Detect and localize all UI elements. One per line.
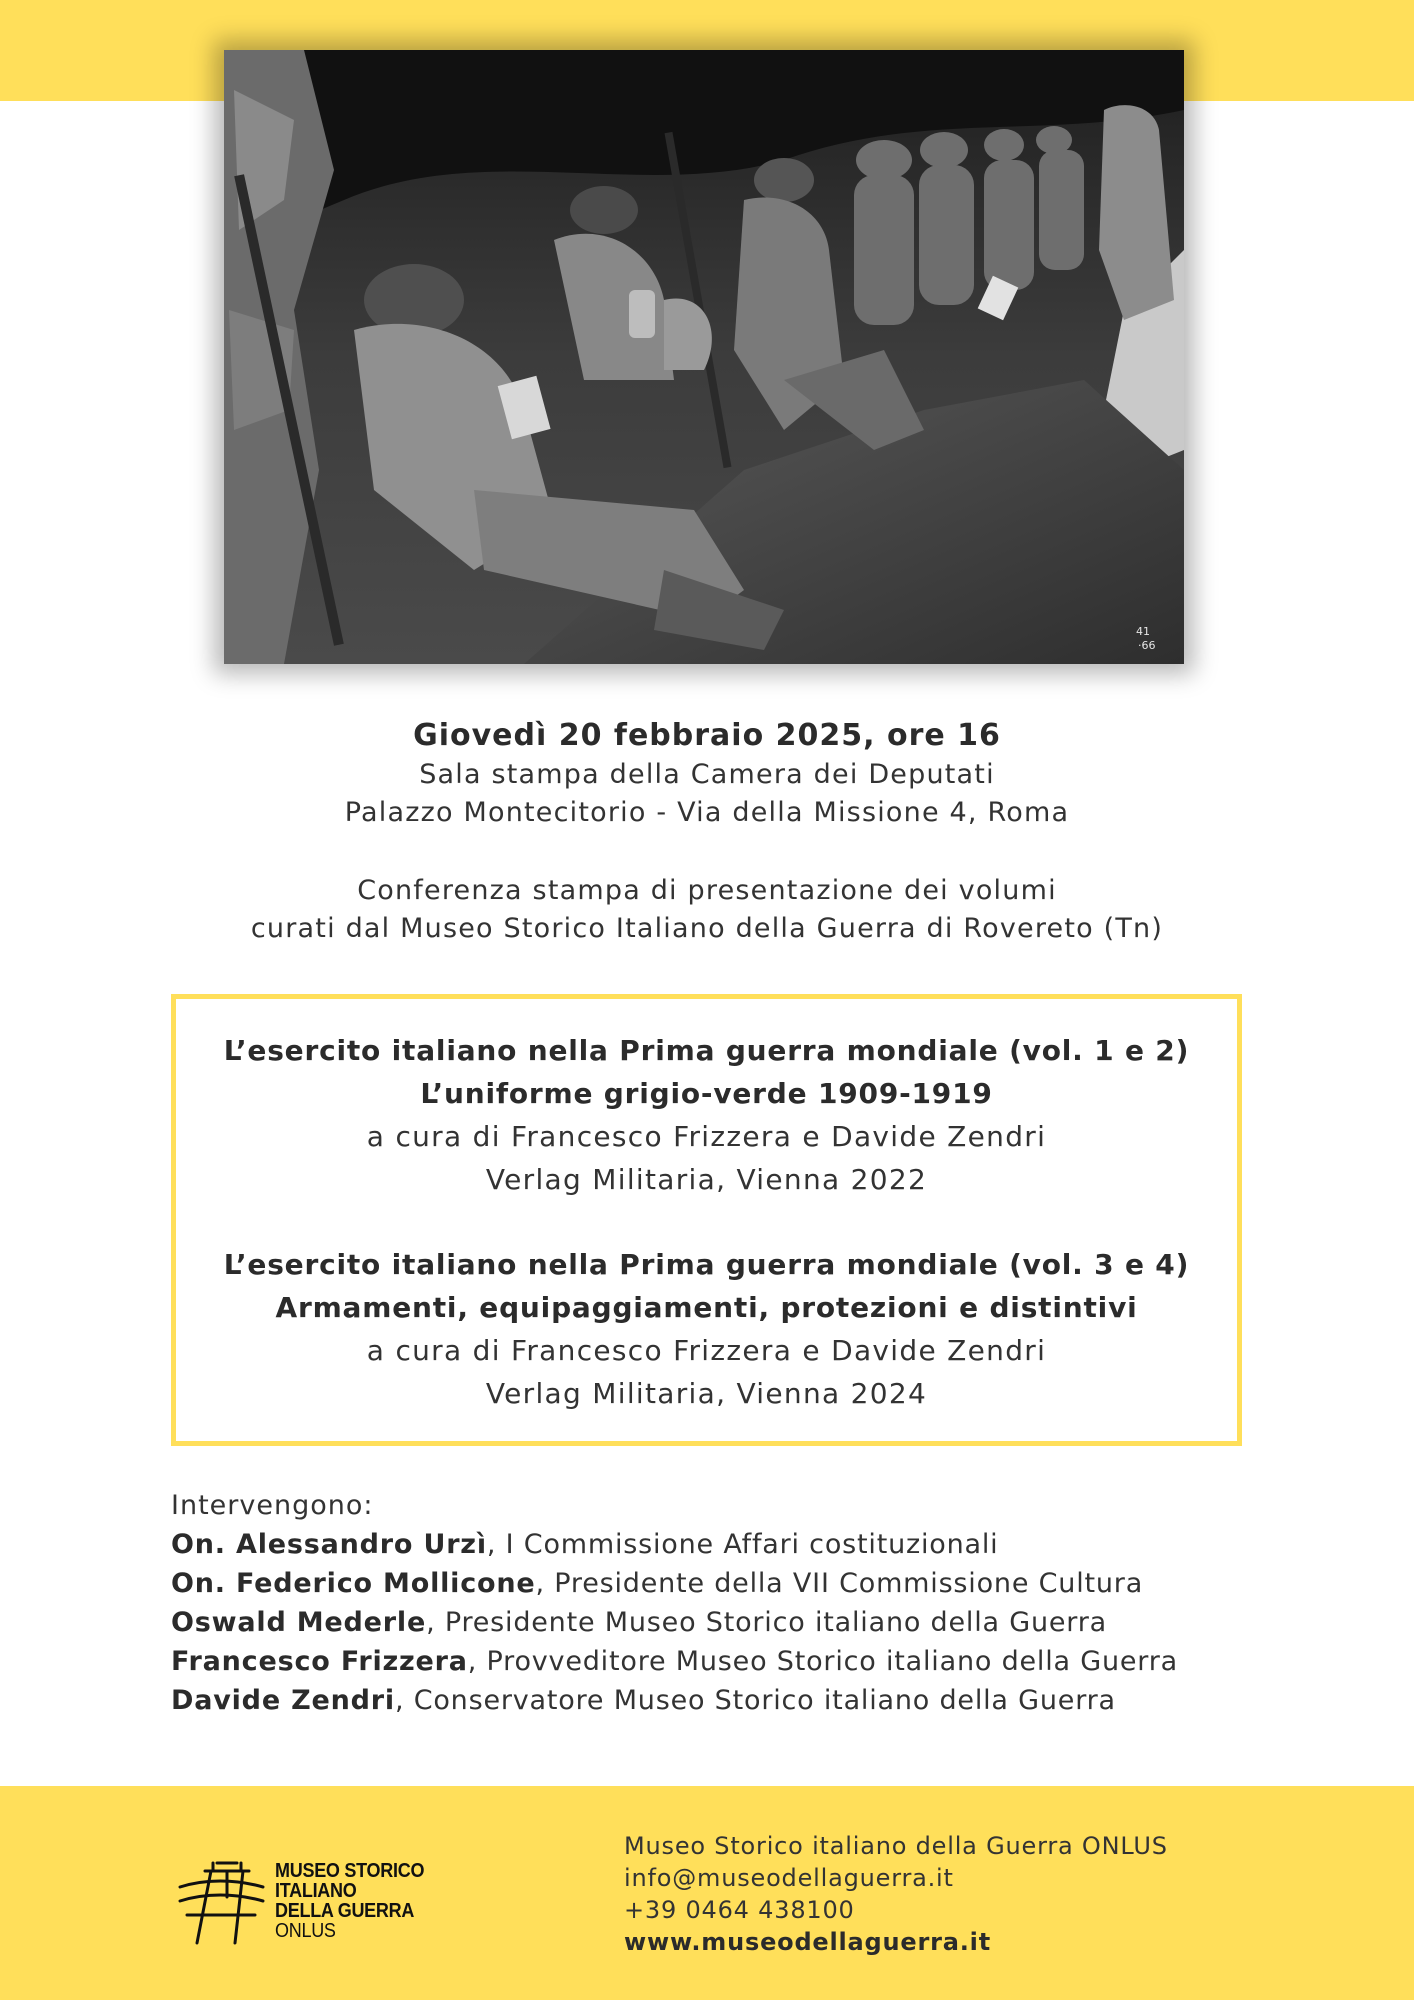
book-title: L’esercito italiano nella Prima guerra mondiale (vol. 1 e 2): [223, 1034, 1190, 1067]
svg-text:·66: ·66: [1138, 639, 1156, 652]
speaker-name: Francesco Frizzera: [171, 1646, 468, 1677]
conference-line-1: Conferenza stampa di presentazione dei volumi: [357, 875, 1057, 906]
book-publisher: Verlag Militaria, Vienna 2024: [485, 1377, 928, 1410]
tower-icon: [175, 1857, 270, 1945]
book-subtitle: Armamenti, equipaggiamenti, protezioni e distintivi: [275, 1291, 1138, 1324]
book-publisher: Verlag Militaria, Vienna 2022: [485, 1163, 928, 1196]
speakers-label: Intervengono:: [171, 1490, 374, 1521]
speaker-role: , Presidente Museo Storico italiano della Guerra: [426, 1607, 1107, 1638]
book-item: [176, 1029, 1237, 1201]
historical-photo: [224, 50, 1184, 664]
speaker-row: [171, 1564, 1271, 1603]
conference-line-2: curati dal Museo Storico Italiano della Guerra di Rovereto (Tn): [250, 913, 1164, 944]
speaker-name: Oswald Mederle: [171, 1607, 427, 1638]
speaker-row: [171, 1642, 1271, 1681]
book-item: [176, 1243, 1237, 1415]
speaker-role: , Provveditore Museo Storico italiano della Guerra: [467, 1646, 1178, 1677]
book-editors: a cura di Francesco Frizzera e Davide Zendri: [366, 1334, 1047, 1367]
speaker-role: , I Commissione Affari costituzionali: [486, 1529, 999, 1560]
speaker-name: On. Federico Mollicone: [171, 1568, 536, 1599]
event-venue: Sala stampa della Camera dei Deputati: [419, 759, 995, 790]
contact-website[interactable]: www.museodellaguerra.it: [624, 1928, 991, 1956]
speakers-list: [171, 1486, 1271, 1720]
logo-wordmark: MUSEO STORICO ITALIANO DELLA GUERRA ONLUS: [275, 1860, 425, 1942]
event-details: [0, 716, 1414, 832]
book-title: L’esercito italiano nella Prima guerra mondiale (vol. 3 e 4): [223, 1248, 1190, 1281]
contact-phone: +39 0464 438100: [624, 1896, 855, 1924]
contact-info: [624, 1830, 1168, 1958]
speaker-row: [171, 1681, 1271, 1720]
book-editors: a cura di Francesco Frizzera e Davide Zendri: [366, 1120, 1047, 1153]
books-box: [171, 994, 1242, 1446]
trench-soldiers-photo: [224, 50, 1184, 664]
speaker-name: On. Alessandro Urzì: [171, 1529, 487, 1560]
contact-email[interactable]: info@museodellaguerra.it: [624, 1864, 954, 1892]
speaker-row: [171, 1525, 1271, 1564]
speaker-role: , Presidente della VII Commissione Cultura: [535, 1568, 1144, 1599]
event-date: Giovedì 20 febbraio 2025, ore 16: [413, 718, 1001, 753]
book-subtitle: L’uniforme grigio-verde 1909-1919: [420, 1077, 993, 1110]
museum-logo: [175, 1857, 455, 1947]
speaker-role: , Conservatore Museo Storico italiano della Guerra: [394, 1685, 1116, 1716]
speaker-name: Davide Zendri: [171, 1685, 395, 1716]
speaker-row: [171, 1603, 1271, 1642]
event-address: Palazzo Montecitorio - Via della Missione 4, Roma: [344, 797, 1070, 828]
photo-archive-mark: 41: [1136, 625, 1150, 638]
footer: [0, 1786, 1414, 2000]
conference-description: [0, 872, 1414, 948]
contact-org: Museo Storico italiano della Guerra ONLUS: [624, 1832, 1168, 1860]
